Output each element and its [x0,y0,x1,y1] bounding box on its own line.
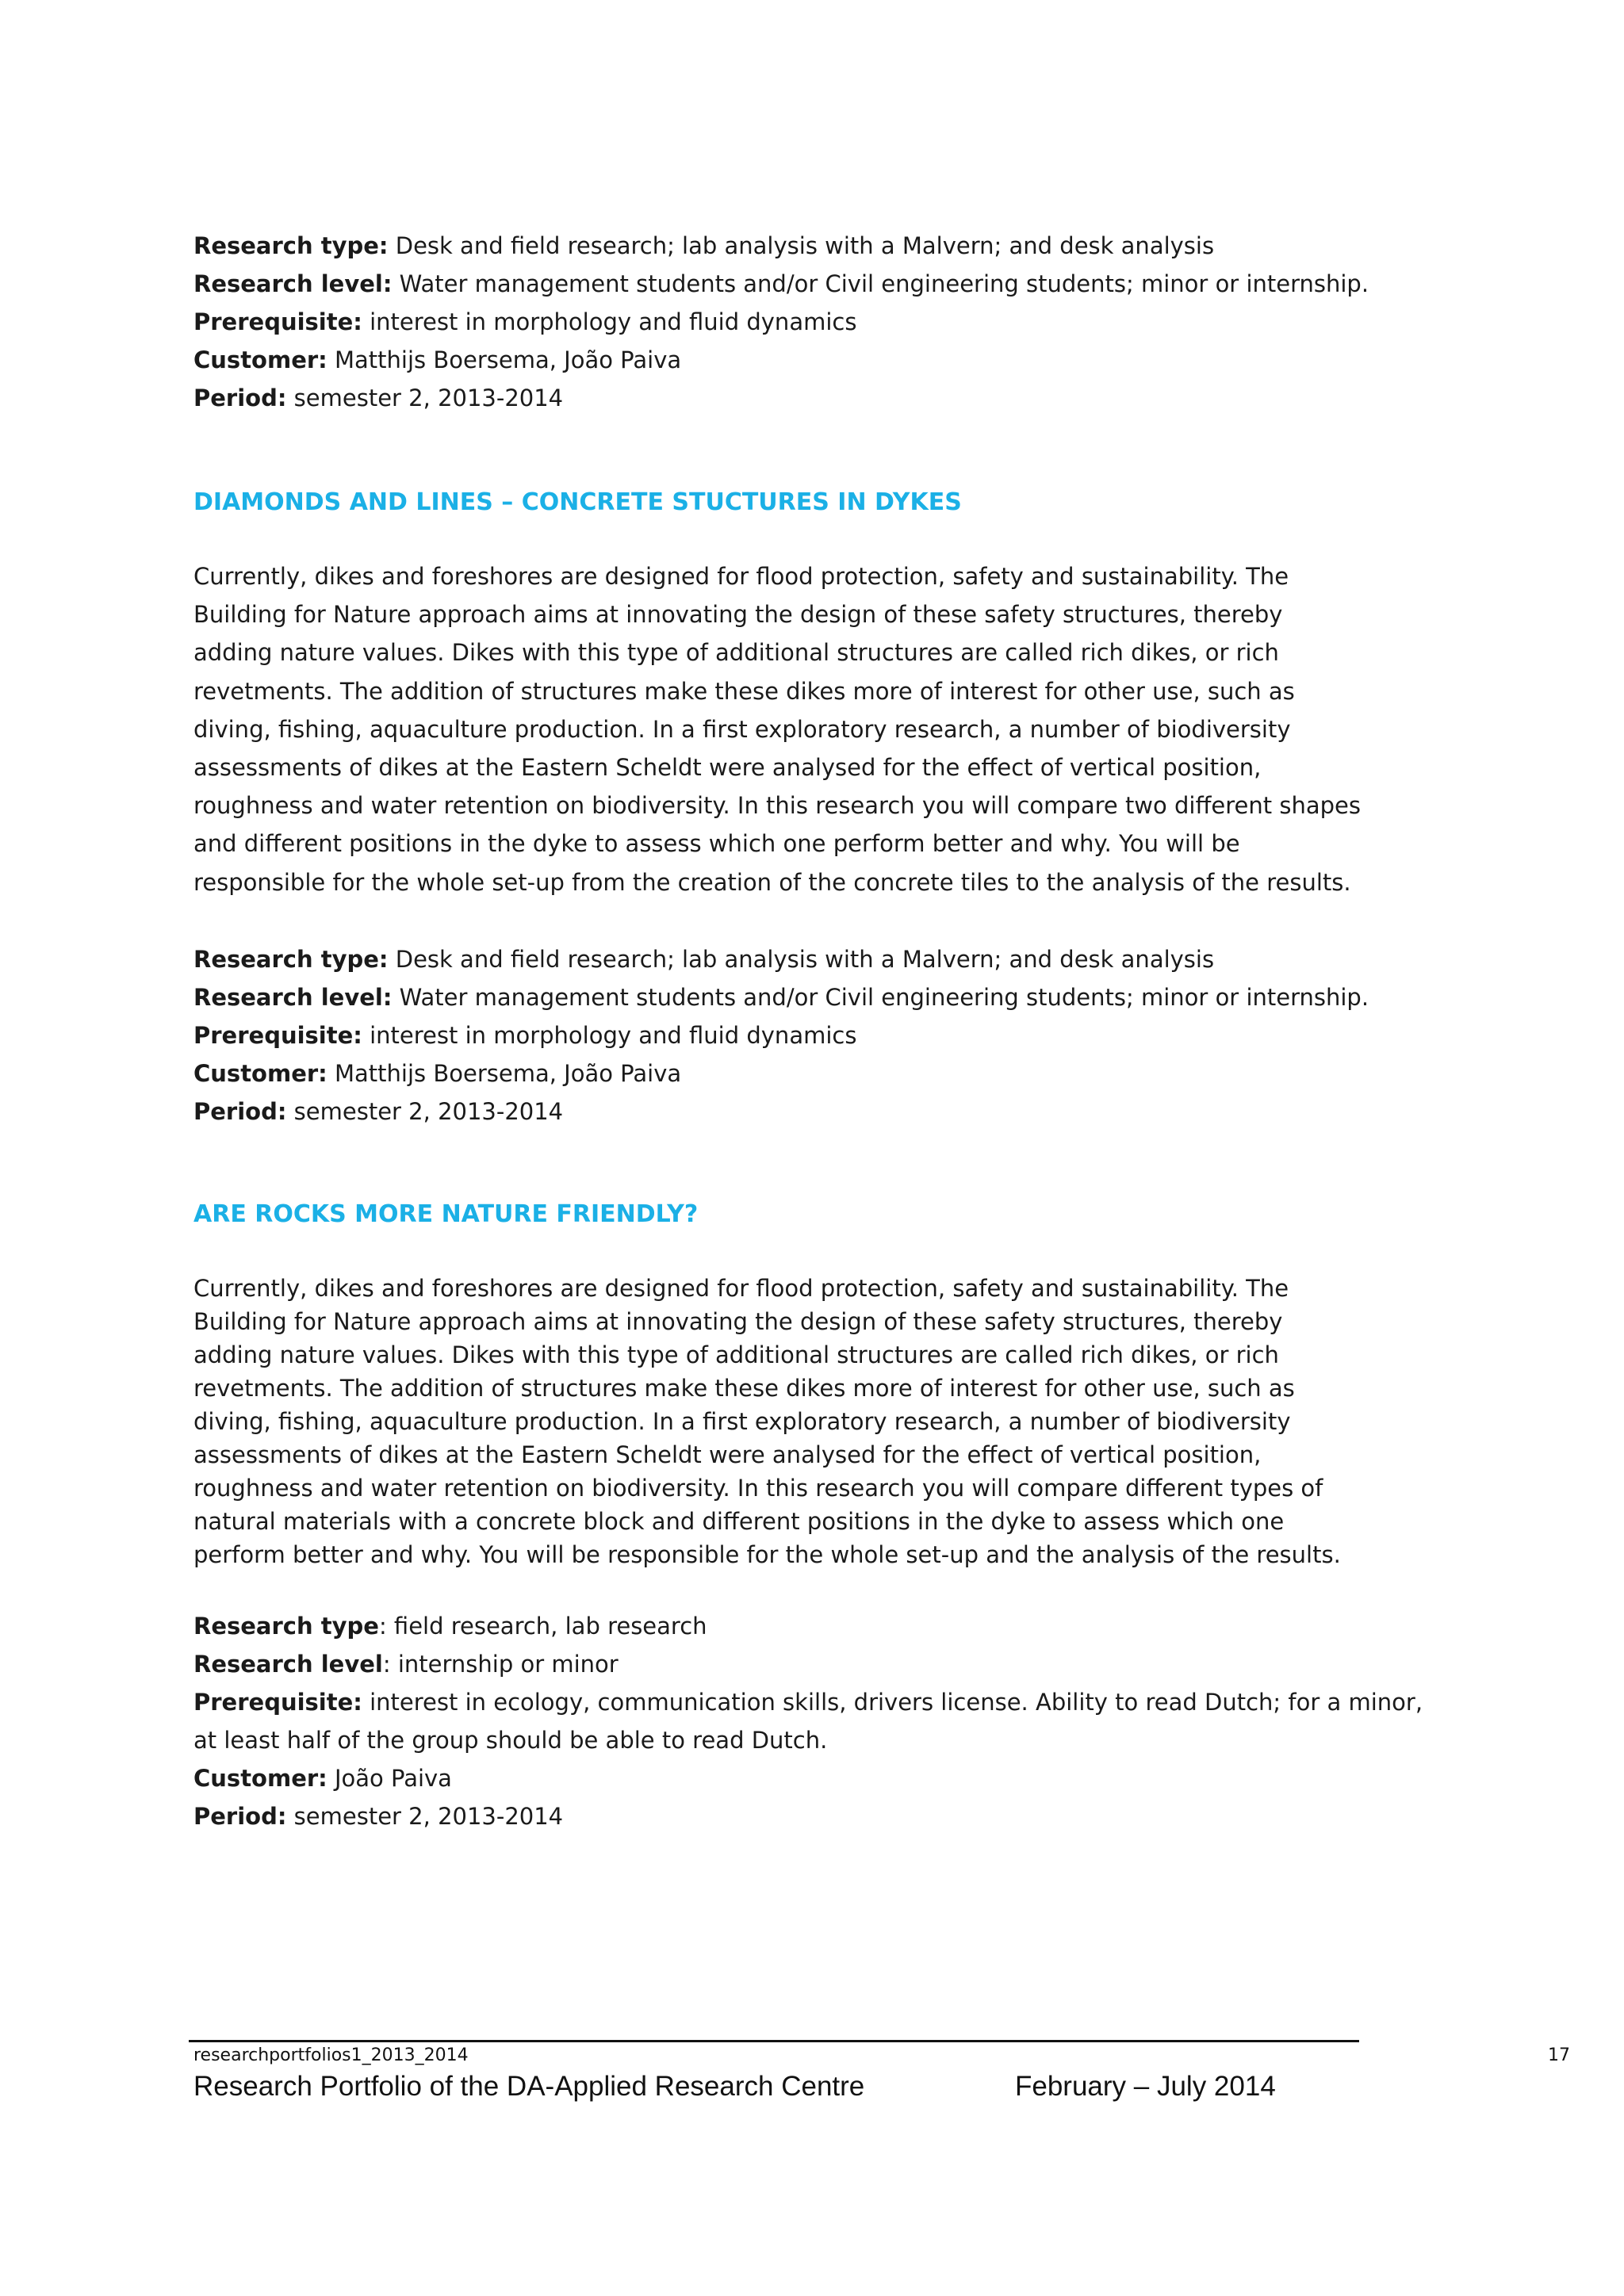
period-label: Period: [193,1803,287,1830]
prerequisite-value: interest in morphology and fluid dynamics [362,1022,857,1049]
prerequisite-label: Prerequisite: [193,1022,362,1049]
prerequisite-value: interest in morphology and fluid dynamics [362,308,857,335]
research-type-value: Desk and field research; lab analysis with a Malvern; and desk analysis [388,946,1215,973]
research-level-value: Water management students and/or Civil engineering students; minor or internship. [392,270,1369,297]
customer-value: Matthijs Boersema, João Paiva [327,1060,682,1087]
period-line [193,1797,1383,1835]
research-level-value: Water management students and/or Civil engineering students; minor or internship. [392,984,1369,1011]
customer-line [193,1054,1383,1093]
research-type-line [193,1607,1383,1645]
research-type-value: : field research, lab research [378,1613,707,1640]
section-heading-rocks: ARE ROCKS MORE NATURE FRIENDLY? [193,1200,699,1228]
period-label: Period: [193,385,287,411]
research-type-line [193,227,1383,265]
prerequisite-value: interest in ecology, communication skills, drivers license. Ability to read Dutch; for a minor, [362,1689,1423,1716]
footer-file-name: researchportfolios1_2013_2014 [193,2045,469,2065]
section-paragraph-rocks: Currently, dikes and foreshores are designed for flood protection, safety and sustainability. The Building for Nature approach aims at innovating the design of these safety structures, thereby adding nature values. Dikes with this type of additional structures are called rich dikes, or rich revetments. The addition of structures make these dikes more of interest for other use, such as diving, fishing, aquaculture production. In a first exploratory research, a number of biodiversity assessments of dikes at the Eastern Scheldt were analysed for the effect of vertical position, roughness and water retention on biodiversity. In this research you will compare different types of natural materials with a concrete block and different positions in the dyke to assess which one perform better and why. You will be responsible for the whole set-up and the analysis of the results. [193,1275,1341,1568]
period-line [193,379,1383,417]
customer-line [193,1759,1383,1797]
research-level-value: : internship or minor [382,1651,619,1678]
prerequisite-label: Prerequisite: [193,1689,362,1716]
page-number: 17 [1548,2045,1570,2065]
research-level-label: Research level: [193,270,393,297]
customer-label: Customer: [193,1060,327,1087]
prerequisite-line [193,1683,1423,1721]
period-value: semester 2, 2013-2014 [286,1098,564,1125]
research-type-value: Desk and field research; lab analysis with a Malvern; and desk analysis [388,232,1215,259]
footer-title: Research Portfolio of the DA-Applied Research Centre [193,2071,865,2102]
research-level-line [193,265,1383,303]
customer-value: João Paiva [327,1765,452,1792]
period-label: Period: [193,1098,287,1125]
prerequisite-continuation-line [193,1721,1383,1759]
prerequisite-label: Prerequisite: [193,308,362,335]
footer-date-range: February – July 2014 [1015,2071,1276,2102]
research-type-label: Research type: [193,232,389,259]
section-heading-diamonds: DIAMONDS AND LINES – CONCRETE STUCTURES IN DYKES [193,488,962,516]
footer-divider [189,2040,1359,2042]
research-type-label: Research type [193,1613,379,1640]
period-line [193,1093,1383,1131]
research-level-line [193,978,1383,1016]
meta-block-top [193,227,1383,417]
section-paragraph-diamonds: Currently, dikes and foreshores are designed for flood protection, safety and sustainability. The Building for Nature approach aims at innovating the design of these safety structures, thereby adding nature values. Dikes with this type of additional structures are called rich dikes, or rich revetments. The addition of structures make these dikes more of interest for other use, such as diving, fishing, aquaculture production. In a first exploratory research, a number of biodiversity assessments of dikes at the Eastern Scheldt were analysed for the effect of vertical position, roughness and water retention on biodiversity. In this research you will compare two different shapes and different positions in the dyke to assess which one perform better and why. You will be responsible for the whole set-up from the creation of the concrete tiles to the analysis of the results. [193,563,1361,896]
customer-value: Matthijs Boersema, João Paiva [327,346,682,373]
customer-line [193,341,1383,379]
research-level-label: Research level: [193,984,393,1011]
research-level-line [193,1645,1383,1683]
period-value: semester 2, 2013-2014 [286,1803,564,1830]
research-type-line [193,940,1383,978]
prerequisite-line [193,1016,1383,1054]
period-value: semester 2, 2013-2014 [286,385,564,411]
meta-block-diamonds [193,940,1383,1131]
prerequisite-value-continued: at least half of the group should be able to read Dutch. [193,1727,828,1754]
customer-label: Customer: [193,346,327,373]
customer-label: Customer: [193,1765,327,1792]
research-level-label: Research level [193,1651,383,1678]
prerequisite-line [193,303,1383,341]
research-type-label: Research type: [193,946,389,973]
meta-block-rocks [193,1607,1423,1835]
